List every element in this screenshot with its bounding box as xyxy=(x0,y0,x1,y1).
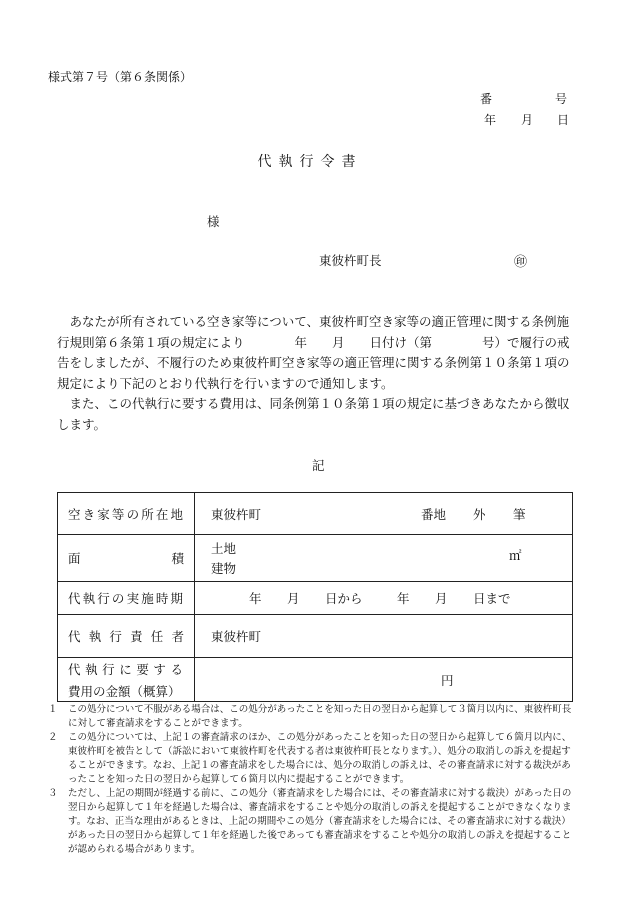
date-month-label: 月 xyxy=(521,113,534,127)
title-char: 代 xyxy=(257,154,272,170)
details-table xyxy=(57,492,573,702)
date-year-label: 年 xyxy=(484,113,497,127)
table-row-responsible xyxy=(58,615,573,658)
label-responsible: 代 執 行 責 任 者 xyxy=(58,615,195,658)
ki-mark: 記 xyxy=(312,458,325,473)
table-row-period xyxy=(58,582,573,615)
location-hitsu: 筆 xyxy=(513,506,526,522)
body-line: あなたが所有されている空き家等について、東彼杵町空き家等の適正管理に関する条例施 xyxy=(69,314,570,329)
label-area: 面 積 xyxy=(58,535,195,582)
period-start-day: 日から xyxy=(325,591,363,606)
body-line: します。 xyxy=(57,416,107,432)
body-line: 行規則第６条第１項の規定により 年 月 日付け（第 号）で履行の戒 xyxy=(57,334,570,350)
value-responsible: 東彼杵町 xyxy=(195,615,573,658)
number-label-go: 号 xyxy=(555,92,568,106)
value-cost xyxy=(195,658,573,702)
label-location: 空 き 家 等 の 所 在 地 xyxy=(58,493,195,535)
value-period xyxy=(195,582,573,615)
title-char: 令 xyxy=(320,154,335,170)
period-end-day: 日まで xyxy=(473,591,511,606)
period-end-month: 月 xyxy=(435,591,448,606)
cost-yen: 円 xyxy=(441,672,454,688)
table-row-cost xyxy=(58,658,573,702)
value-area xyxy=(195,535,573,582)
note-item: １ この処分について不服がある場合は、この処分があったことを知った日の翌日から起算して３箇月以内に、東彼杵町長に対して審査請求をすることができます。 xyxy=(48,704,572,729)
period-start-year: 年 xyxy=(249,591,262,606)
area-land: 土地 xyxy=(211,541,237,556)
notes-section xyxy=(48,703,578,857)
seal-mark: ㊞ xyxy=(514,255,528,270)
table-row-location xyxy=(58,493,573,535)
body-line: 規定により下記のとおり代執行を行いますので通知します。 xyxy=(57,375,394,391)
location-soto: 外 xyxy=(473,506,486,522)
body-line: また、この代執行に要する費用は、同条例第１０条第１項の規定に基づきあなたから徴収 xyxy=(69,396,570,411)
note-item: ３ ただし、上記の期間が経過する前に、この処分（審査請求をした場合には、その審査請求に対する裁決）があった日の翌日から起算して１年を経過した場合は、審査請求をすることや処分の取消しの訴えを提起することができなくなります。なお、正当な理由があるときは、上記の期間やこの処分（審査請求をした場合には、その審査請求に対する裁決）があった日の翌日から起算して１年を経過した後であっても審査請求をすることや処分の取消しの訴えを提起することが認められる場合があります。 xyxy=(48,788,572,855)
addressee-honorific: 様 xyxy=(207,214,220,229)
title-char: 執 xyxy=(278,154,293,170)
title-char: 行 xyxy=(299,154,314,170)
note-item: ２ この処分については、上記１の審査請求のほか、この処分があったことを知った日の翌日から起算して６箇月以内に、東彼杵町を被告として（訴訟において東彼杵町を代表する者は東彼杵町長となります。）、処分の取消しの訴えを提起することができます。なお、上記１の審査請求をした場合には、処分の取消しの訴えは、その審査請求に対する裁決があったことを知った日の翌日から起算して６箇月以内に提起することができます。 xyxy=(48,732,572,785)
body-line: 告をしましたが、不履行のため東彼杵町空き家等の適正管理に関する条例第１０条第１項の xyxy=(57,355,570,370)
period-start-month: 月 xyxy=(287,591,300,606)
date-day-label: 日 xyxy=(557,113,570,127)
title-char: 書 xyxy=(341,154,356,170)
table-row-area xyxy=(58,535,573,582)
area-unit: ㎡ xyxy=(509,548,522,563)
location-banchi: 番地 xyxy=(421,506,447,522)
location-town: 東彼杵町 xyxy=(211,506,262,522)
label-period: 代 執 行 の 実 施 時 期 xyxy=(58,582,195,615)
sender-name: 東彼杵町長 xyxy=(319,253,382,268)
period-end-year: 年 xyxy=(397,591,410,606)
label-cost: 代 執 行 に 要 す る 費用の金額（概算） xyxy=(58,658,195,702)
area-building: 建物 xyxy=(211,561,237,576)
value-location xyxy=(195,493,573,535)
number-label-ban: 番 xyxy=(480,92,493,106)
form-number: 様式第７号（第６条関係） xyxy=(48,70,193,84)
document-title xyxy=(254,151,359,171)
notice-body xyxy=(57,312,577,435)
